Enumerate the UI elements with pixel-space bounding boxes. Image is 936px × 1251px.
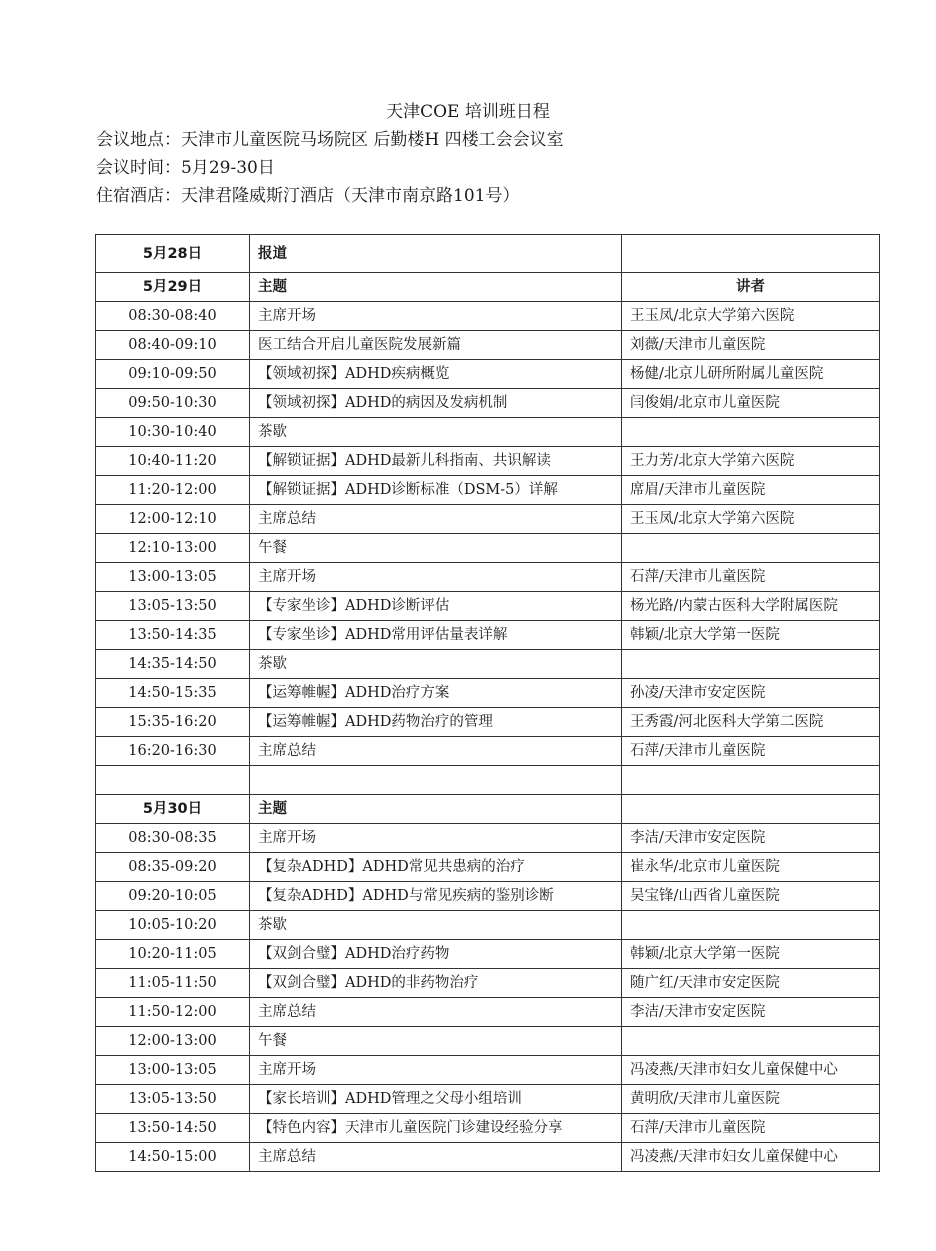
topic-cell: 主席总结: [250, 505, 622, 534]
speaker-cell: 韩颖/北京大学第一医院: [622, 621, 880, 650]
speaker-cell: 冯凌燕/天津市妇女儿童保健中心: [622, 1056, 880, 1085]
speaker-cell: 李洁/天津市安定医院: [622, 824, 880, 853]
venue-line: 会议地点：天津市儿童医院马场院区 后勤楼H 四楼工会会议室: [96, 130, 564, 150]
table-row: [96, 824, 880, 853]
topic-cell: 【复杂ADHD】ADHD与常见疾病的鉴别诊断: [250, 882, 622, 911]
topic-cell: 主题: [250, 273, 622, 302]
table-row: [96, 998, 880, 1027]
table-header-row: [96, 795, 880, 824]
table-row: [96, 621, 880, 650]
time-cell: 08:40-09:10: [96, 331, 250, 360]
speaker-cell: [622, 235, 880, 273]
table-row: [96, 1056, 880, 1085]
speaker-cell: [622, 650, 880, 679]
speaker-cell: 杨健/北京儿研所附属儿童医院: [622, 360, 880, 389]
table-header-row: [96, 273, 880, 302]
time-cell: 5月28日: [96, 235, 250, 273]
table-header-row: [96, 235, 880, 273]
topic-cell: 【解锁证据】ADHD最新儿科指南、共识解读: [250, 447, 622, 476]
table-row: [96, 505, 880, 534]
table-spacer-row: [96, 766, 880, 795]
speaker-cell: [622, 766, 880, 795]
speaker-cell: 崔永华/北京市儿童医院: [622, 853, 880, 882]
topic-cell: [250, 766, 622, 795]
time-cell: 10:05-10:20: [96, 911, 250, 940]
table-row: [96, 853, 880, 882]
speaker-cell: 李洁/天津市安定医院: [622, 998, 880, 1027]
table-row: [96, 1114, 880, 1143]
time-cell: 09:50-10:30: [96, 389, 250, 418]
speaker-cell: 讲者: [622, 273, 880, 302]
speaker-cell: [622, 1027, 880, 1056]
table-row: [96, 563, 880, 592]
topic-cell: 主席开场: [250, 302, 622, 331]
time-cell: 08:30-08:35: [96, 824, 250, 853]
table-row: [96, 1085, 880, 1114]
table-row: [96, 360, 880, 389]
time-cell: 08:30-08:40: [96, 302, 250, 331]
topic-cell: 主席总结: [250, 1143, 622, 1172]
topic-cell: 茶歇: [250, 650, 622, 679]
page-title: 天津COE 培训班日程: [386, 102, 550, 122]
topic-cell: 【专家坐诊】ADHD诊断评估: [250, 592, 622, 621]
topic-cell: 午餐: [250, 1027, 622, 1056]
table-row: [96, 969, 880, 998]
topic-cell: 【运筹帷幄】ADHD药物治疗的管理: [250, 708, 622, 737]
time-cell: 14:50-15:00: [96, 1143, 250, 1172]
speaker-cell: [622, 418, 880, 447]
speaker-cell: 韩颖/北京大学第一医院: [622, 940, 880, 969]
speaker-cell: 石萍/天津市儿童医院: [622, 737, 880, 766]
table-row: [96, 1027, 880, 1056]
speaker-cell: 石萍/天津市儿童医院: [622, 1114, 880, 1143]
table-row: [96, 650, 880, 679]
speaker-cell: [622, 911, 880, 940]
time-cell: 13:50-14:35: [96, 621, 250, 650]
table-row: [96, 418, 880, 447]
time-cell: 10:20-11:05: [96, 940, 250, 969]
time-cell: 13:00-13:05: [96, 1056, 250, 1085]
time-cell: 11:05-11:50: [96, 969, 250, 998]
time-line: 会议时间：5月29-30日: [96, 158, 275, 178]
time-cell: [96, 766, 250, 795]
topic-cell: 报道: [250, 235, 622, 273]
time-cell: 12:00-13:00: [96, 1027, 250, 1056]
hotel-line: 住宿酒店：天津君隆威斯汀酒店（天津市南京路101号）: [96, 186, 520, 206]
speaker-cell: 王力芳/北京大学第六医院: [622, 447, 880, 476]
topic-cell: 【领域初探】ADHD疾病概览: [250, 360, 622, 389]
table-row: [96, 1143, 880, 1172]
time-cell: 5月29日: [96, 273, 250, 302]
topic-cell: 【复杂ADHD】ADHD常见共患病的治疗: [250, 853, 622, 882]
speaker-cell: 刘薇/天津市儿童医院: [622, 331, 880, 360]
topic-cell: 午餐: [250, 534, 622, 563]
topic-cell: 【领域初探】ADHD的病因及发病机制: [250, 389, 622, 418]
speaker-cell: 王玉凤/北京大学第六医院: [622, 302, 880, 331]
speaker-cell: 吴宝锋/山西省儿童医院: [622, 882, 880, 911]
topic-cell: 茶歇: [250, 911, 622, 940]
speaker-cell: 冯凌燕/天津市妇女儿童保健中心: [622, 1143, 880, 1172]
topic-cell: 主题: [250, 795, 622, 824]
topic-cell: 【家长培训】ADHD管理之父母小组培训: [250, 1085, 622, 1114]
topic-cell: 主席总结: [250, 737, 622, 766]
time-cell: 08:35-09:20: [96, 853, 250, 882]
time-cell: 13:05-13:50: [96, 592, 250, 621]
time-cell: 15:35-16:20: [96, 708, 250, 737]
time-cell: 13:50-14:50: [96, 1114, 250, 1143]
table-row: [96, 447, 880, 476]
speaker-cell: [622, 534, 880, 563]
table-row: [96, 534, 880, 563]
time-cell: 11:50-12:00: [96, 998, 250, 1027]
table-row: [96, 940, 880, 969]
table-row: [96, 679, 880, 708]
time-cell: 12:00-12:10: [96, 505, 250, 534]
time-cell: 10:30-10:40: [96, 418, 250, 447]
speaker-cell: 王秀霞/河北医科大学第二医院: [622, 708, 880, 737]
table-row: [96, 389, 880, 418]
speaker-cell: 杨光路/内蒙古医科大学附属医院: [622, 592, 880, 621]
speaker-cell: 闫俊娟/北京市儿童医院: [622, 389, 880, 418]
table-row: [96, 911, 880, 940]
speaker-cell: [622, 795, 880, 824]
topic-cell: 【双剑合璧】ADHD治疗药物: [250, 940, 622, 969]
topic-cell: 主席总结: [250, 998, 622, 1027]
table-row: [96, 882, 880, 911]
time-cell: 14:35-14:50: [96, 650, 250, 679]
topic-cell: 【专家坐诊】ADHD常用评估量表详解: [250, 621, 622, 650]
time-cell: 09:10-09:50: [96, 360, 250, 389]
table-row: [96, 708, 880, 737]
table-row: [96, 476, 880, 505]
time-cell: 13:05-13:50: [96, 1085, 250, 1114]
time-cell: 12:10-13:00: [96, 534, 250, 563]
topic-cell: 医工结合开启儿童医院发展新篇: [250, 331, 622, 360]
speaker-cell: 孙凌/天津市安定医院: [622, 679, 880, 708]
topic-cell: 主席开场: [250, 1056, 622, 1085]
time-cell: 16:20-16:30: [96, 737, 250, 766]
speaker-cell: 石萍/天津市儿童医院: [622, 563, 880, 592]
topic-cell: 茶歇: [250, 418, 622, 447]
time-cell: 5月30日: [96, 795, 250, 824]
time-cell: 11:20-12:00: [96, 476, 250, 505]
speaker-cell: 随广红/天津市安定医院: [622, 969, 880, 998]
table-row: [96, 737, 880, 766]
time-cell: 13:00-13:05: [96, 563, 250, 592]
table-row: [96, 592, 880, 621]
table-row: [96, 302, 880, 331]
topic-cell: 【特色内容】天津市儿童医院门诊建设经验分享: [250, 1114, 622, 1143]
speaker-cell: 黄明欣/天津市儿童医院: [622, 1085, 880, 1114]
topic-cell: 主席开场: [250, 824, 622, 853]
table-row: [96, 331, 880, 360]
time-cell: 14:50-15:35: [96, 679, 250, 708]
topic-cell: 主席开场: [250, 563, 622, 592]
topic-cell: 【解锁证据】ADHD诊断标准（DSM-5）详解: [250, 476, 622, 505]
speaker-cell: 王玉凤/北京大学第六医院: [622, 505, 880, 534]
topic-cell: 【运筹帷幄】ADHD治疗方案: [250, 679, 622, 708]
speaker-cell: 席眉/天津市儿童医院: [622, 476, 880, 505]
time-cell: 09:20-10:05: [96, 882, 250, 911]
topic-cell: 【双剑合璧】ADHD的非药物治疗: [250, 969, 622, 998]
time-cell: 10:40-11:20: [96, 447, 250, 476]
schedule-table: [95, 234, 880, 1172]
